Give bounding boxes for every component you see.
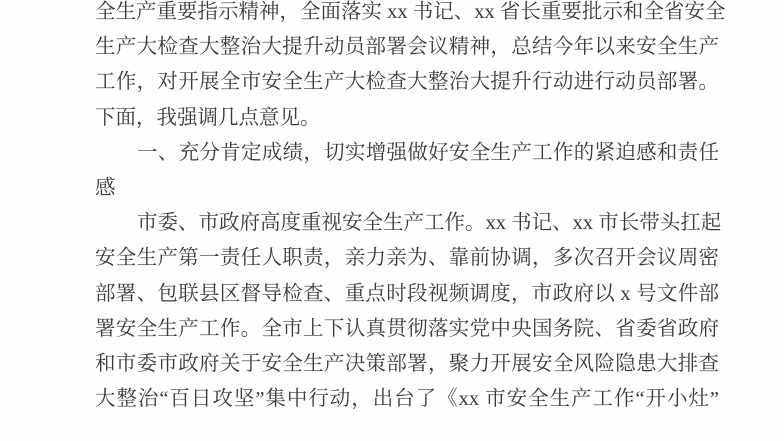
text-line-6-heading-wrap: 感	[95, 177, 116, 200]
text-line-3: 工作，对开展全市安全生产大检查大整治大提升行动进行动员部署。	[95, 71, 719, 94]
text-line-5-heading: 一、充分肯定成绩，切实增强做好安全生产工作的紧迫感和责任	[137, 141, 719, 164]
text-line-2: 生产大检查大整治大提升动员部署会议精神，总结今年以来安全生产	[95, 36, 719, 59]
text-line-4: 下面，我强调几点意见。	[95, 106, 321, 129]
text-line-12: 大整治“百日攻坚”集中行动，出台了《xx 市安全生产工作“开小灶”	[95, 388, 719, 411]
text-line-8: 安全生产第一责任人职责，亲力亲为、靠前协调，多次召开会议周密	[95, 247, 719, 270]
text-line-7: 市委、市政府高度重视安全生产工作。xx 书记、xx 市长带头扛起	[137, 212, 722, 235]
text-line-10: 署安全生产工作。全市上下认真贯彻落实党中央国务院、省委省政府	[95, 317, 719, 340]
document-text-block	[95, 0, 726, 417]
text-line-1: 全生产重要指示精神，全面落实 xx 书记、xx 省长重要批示和全省安全	[95, 1, 726, 23]
text-line-11: 和市委市政府关于安全生产决策部署，聚力开展安全风险隐患大排查	[95, 353, 719, 376]
text-line-9: 部署、包联县区督导检查、重点时段视频调度，市政府以 x 号文件部	[95, 282, 719, 305]
